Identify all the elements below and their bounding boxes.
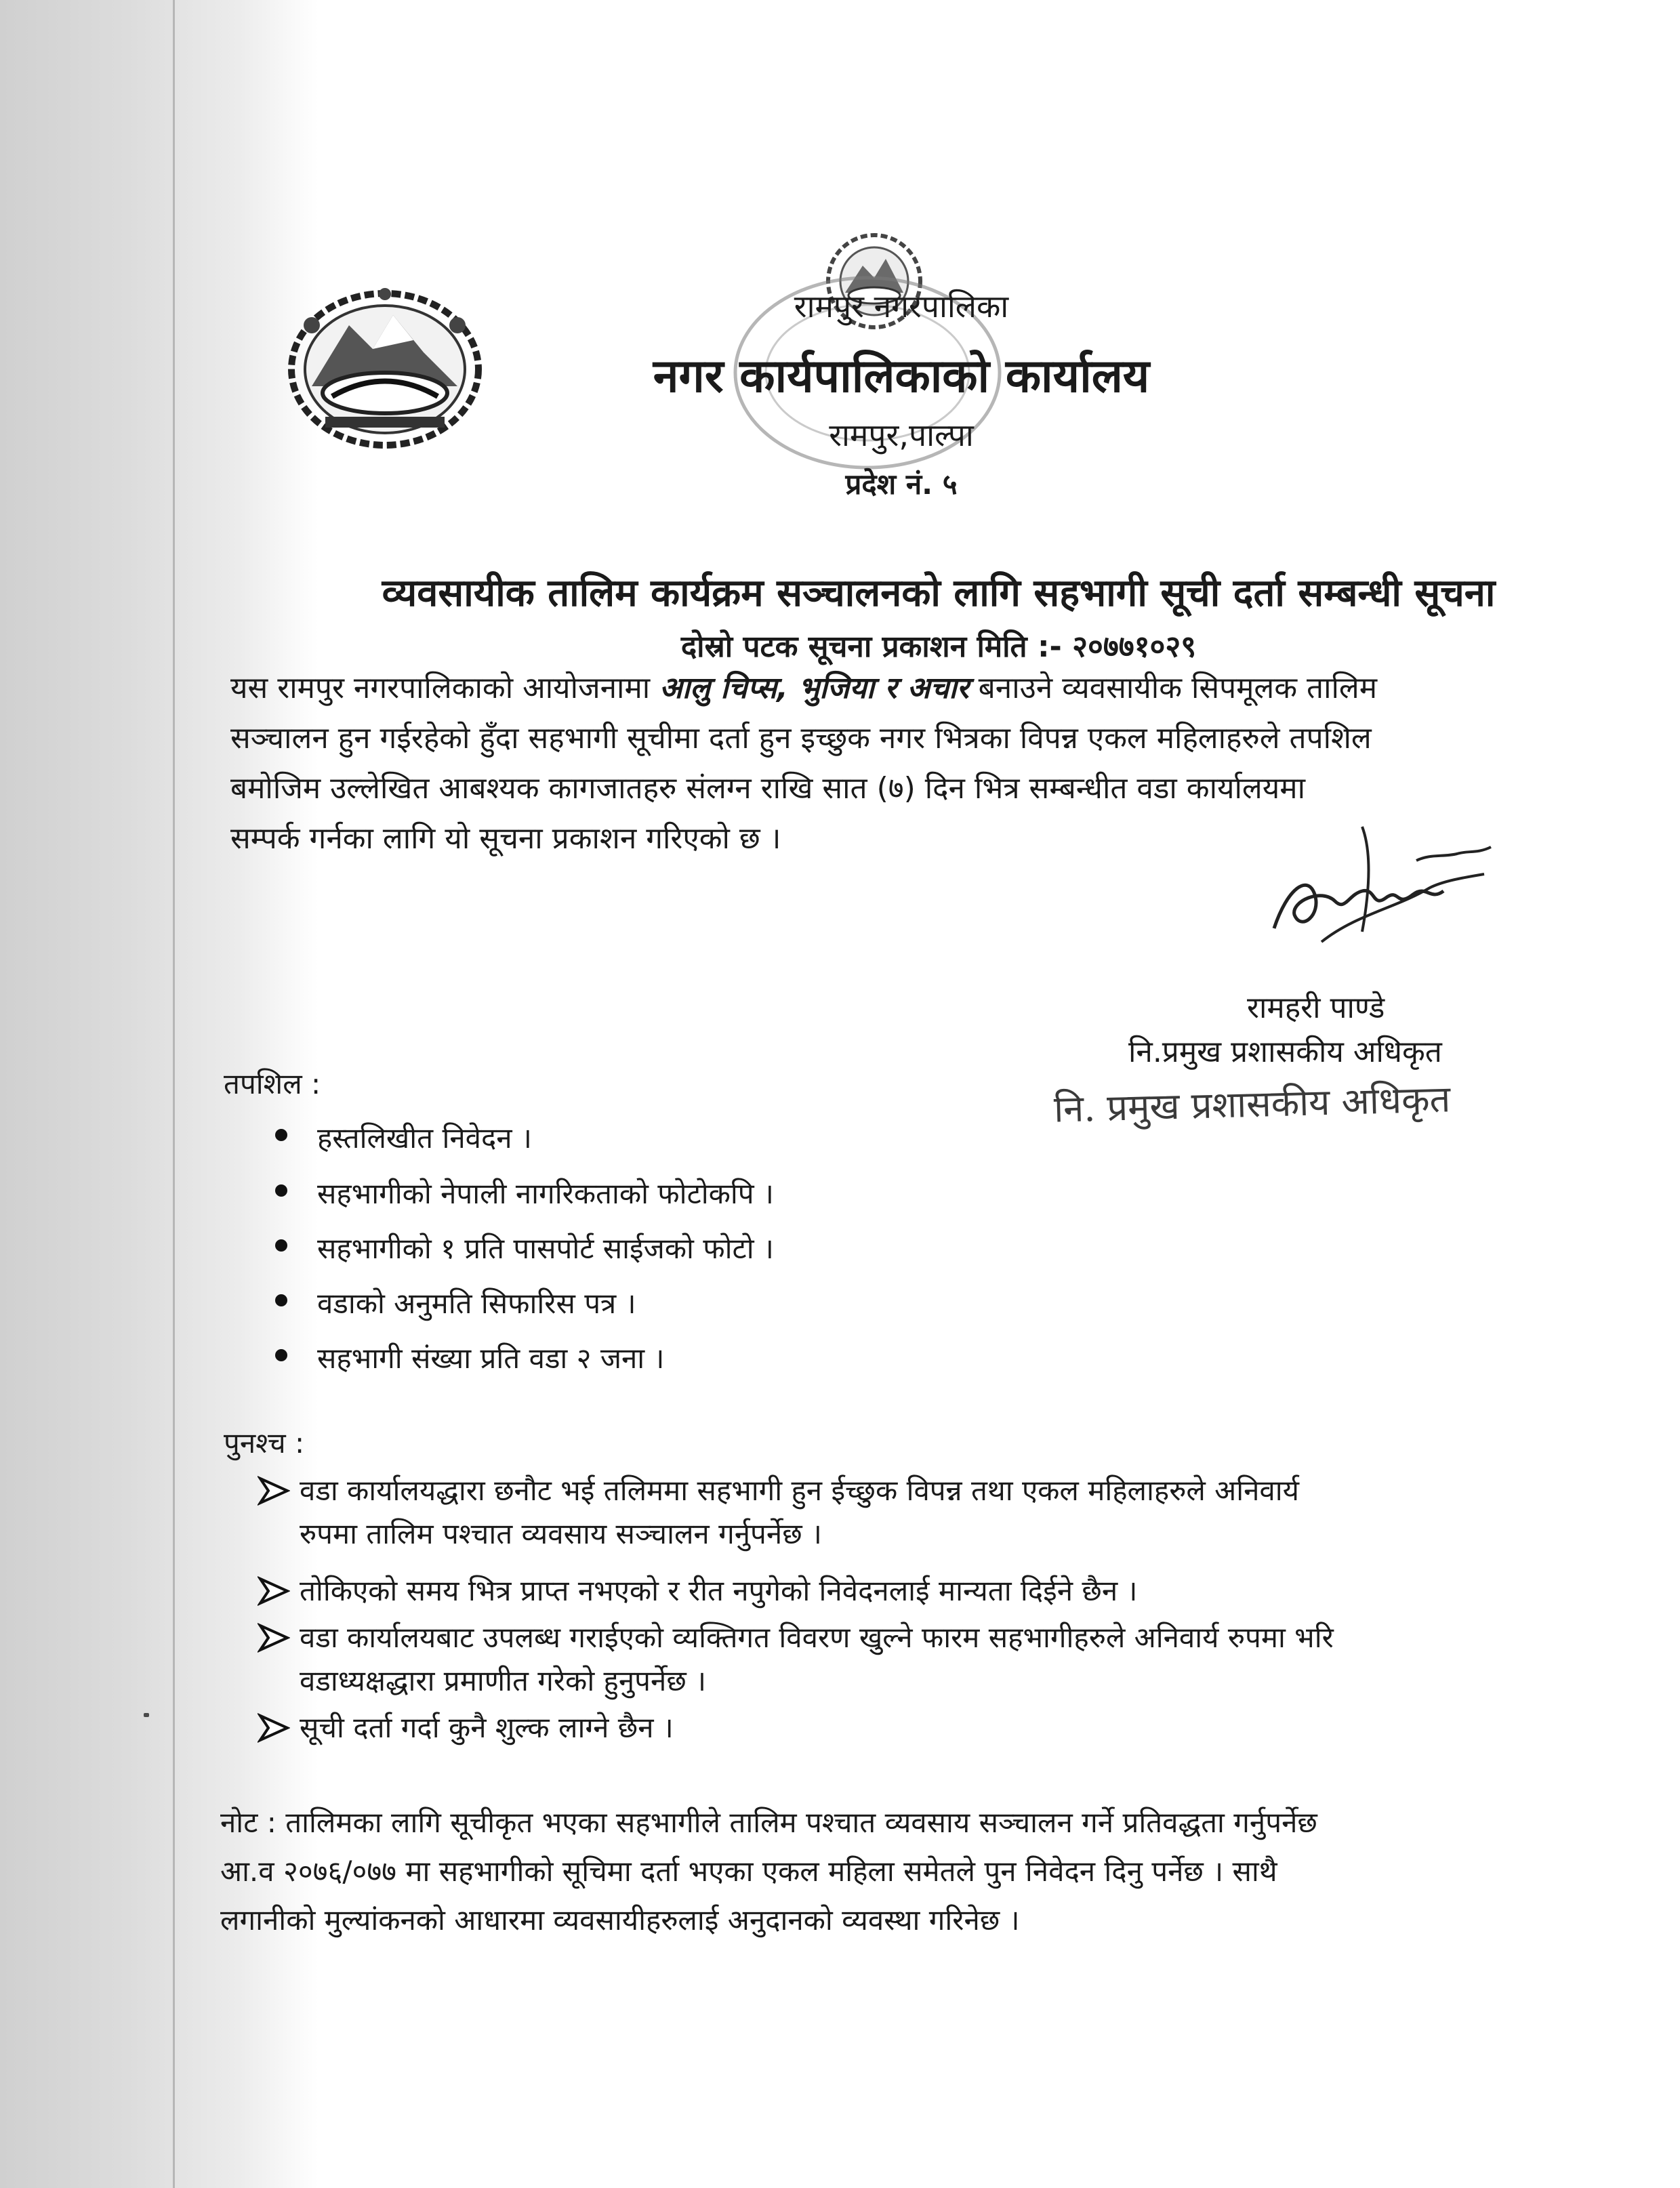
postscript-heading: पुनश्च : — [224, 1426, 305, 1460]
designation-stamp: नि. प्रमुख प्रशासकीय अधिकृत — [1053, 1077, 1452, 1131]
note-line-3: लगानीको मुल्यांकनको आधारमा व्यवसायीहरुलाई अनुदानको व्यवस्था गरिनेछ । — [220, 1903, 1020, 1937]
office-address: रामपुर,पाल्पा — [829, 417, 974, 453]
municipality-name: रामपुर नगरपालिका — [794, 288, 1009, 325]
body-line-4: सम्पर्क गर्नका लागि यो सूचना प्रकाशन गरिएको छ । — [230, 821, 781, 856]
notice-title: व्यवसायीक तालिम कार्यक्रम सञ्चालनको लागि सहभागी सूची दर्ता सम्बन्धी सूचना — [382, 571, 1496, 615]
body-line-1 — [230, 666, 1377, 707]
body-line-1-start: यस रामपुर नगरपालिकाको आयोजनामा — [230, 671, 660, 705]
scan-speck — [144, 1713, 149, 1717]
list-item-text: वडाको अनुमति सिफारिस पत्र । — [317, 1287, 636, 1320]
postscript-item-text: वडा कार्यालयद्धारा छनौट भई तलिममा सहभागी हुन ईच्छुक विपन्न तथा एकल महिलाहरुले अनिवार्य रुपमा तालिम पश्चात व्यवसाय सञ्चालन गर्नुपर्नेछ । — [300, 1474, 1300, 1550]
details-heading: तपशिल : — [224, 1067, 321, 1100]
bullet-icon — [275, 1349, 287, 1361]
publication-date: दोस्रो पटक सूचना प्रकाशन मिति :- २०७७१०२९ — [680, 629, 1197, 664]
body-line-2: सञ्चालन हुन गईरहेको हुँदा सहभागी सूचीमा दर्ता हुन इच्छुक नगर भित्रका विपन्न एकल महिलाहरुले तपशिल — [230, 721, 1372, 756]
arrowhead-icon — [258, 1469, 290, 1512]
bullet-icon — [275, 1294, 287, 1306]
bullet-icon — [275, 1129, 287, 1141]
government-emblem-icon — [285, 285, 485, 451]
signatory-title: नि.प्रमुख प्रशासकीय अधिकृत — [1128, 1035, 1442, 1069]
scan-line — [173, 0, 175, 2188]
arrowhead-icon — [258, 1616, 290, 1659]
note-line-1: नोट : तालिमका लागि सूचीकृत भएका सहभागीले तालिम पश्चात व्यवसाय सञ्चालन गर्ने प्रतिवद्धता गर्नुपर्नेछ — [220, 1806, 1317, 1839]
body-line-1-end: बनाउने व्यवसायीक सिपमूलक तालिम — [968, 671, 1378, 705]
office-title: नगर कार्यपालिकाको कार्यालय — [653, 350, 1150, 403]
signatory-name: रामहरी पाण्डे — [1247, 991, 1385, 1025]
postscript-item-text: सूची दर्ता गर्दा कुनै शुल्क लाग्ने छैन । — [300, 1711, 674, 1744]
note-line-2: आ.व २०७६/०७७ मा सहभागीको सूचिमा दर्ता भएका एकल महिला समेतले पुन निवेदन दिनु पर्नेछ । साथै — [220, 1855, 1277, 1888]
bullet-icon — [275, 1239, 287, 1252]
list-item-text: सहभागी संख्या प्रति वडा २ जना । — [317, 1342, 665, 1375]
body-line-3: बमोजिम उल्लेखित आबश्यक कागजातहरु संलग्न राखि सात (७) दिन भित्र सम्बन्धीत वडा कार्यालयमा — [230, 771, 1305, 806]
postscript-item-text: तोकिएको समय भित्र प्राप्त नभएको र रीत नपुगेको निवेदनलाई मान्यता दिईने छैन । — [300, 1574, 1138, 1607]
handwritten-signature — [1261, 813, 1504, 955]
list-item-text: सहभागीको नेपाली नागरिकताको फोटोकपि । — [317, 1177, 774, 1210]
postscript-item-text: वडा कार्यालयबाट उपलब्ध गराईएको व्यक्तिगत विवरण खुल्ने फारम सहभागीहरुले अनिवार्य रुपमा भरि वडाध्यक्षद्धारा प्रमाणीत गरेको हुनुपर्नेछ । — [300, 1621, 1334, 1697]
list-item-text: सहभागीको १ प्रति पासपोर्ट साईजको फोटो । — [317, 1232, 774, 1265]
bullet-icon — [275, 1184, 287, 1197]
province-number: प्रदेश नं. ५ — [845, 468, 958, 501]
list-item-text: हस्तलिखीत निवेदन । — [317, 1121, 532, 1155]
arrowhead-icon — [258, 1706, 290, 1750]
arrowhead-icon — [258, 1569, 290, 1613]
training-items: आलु चिप्स, भुजिया र अचार — [659, 671, 969, 705]
